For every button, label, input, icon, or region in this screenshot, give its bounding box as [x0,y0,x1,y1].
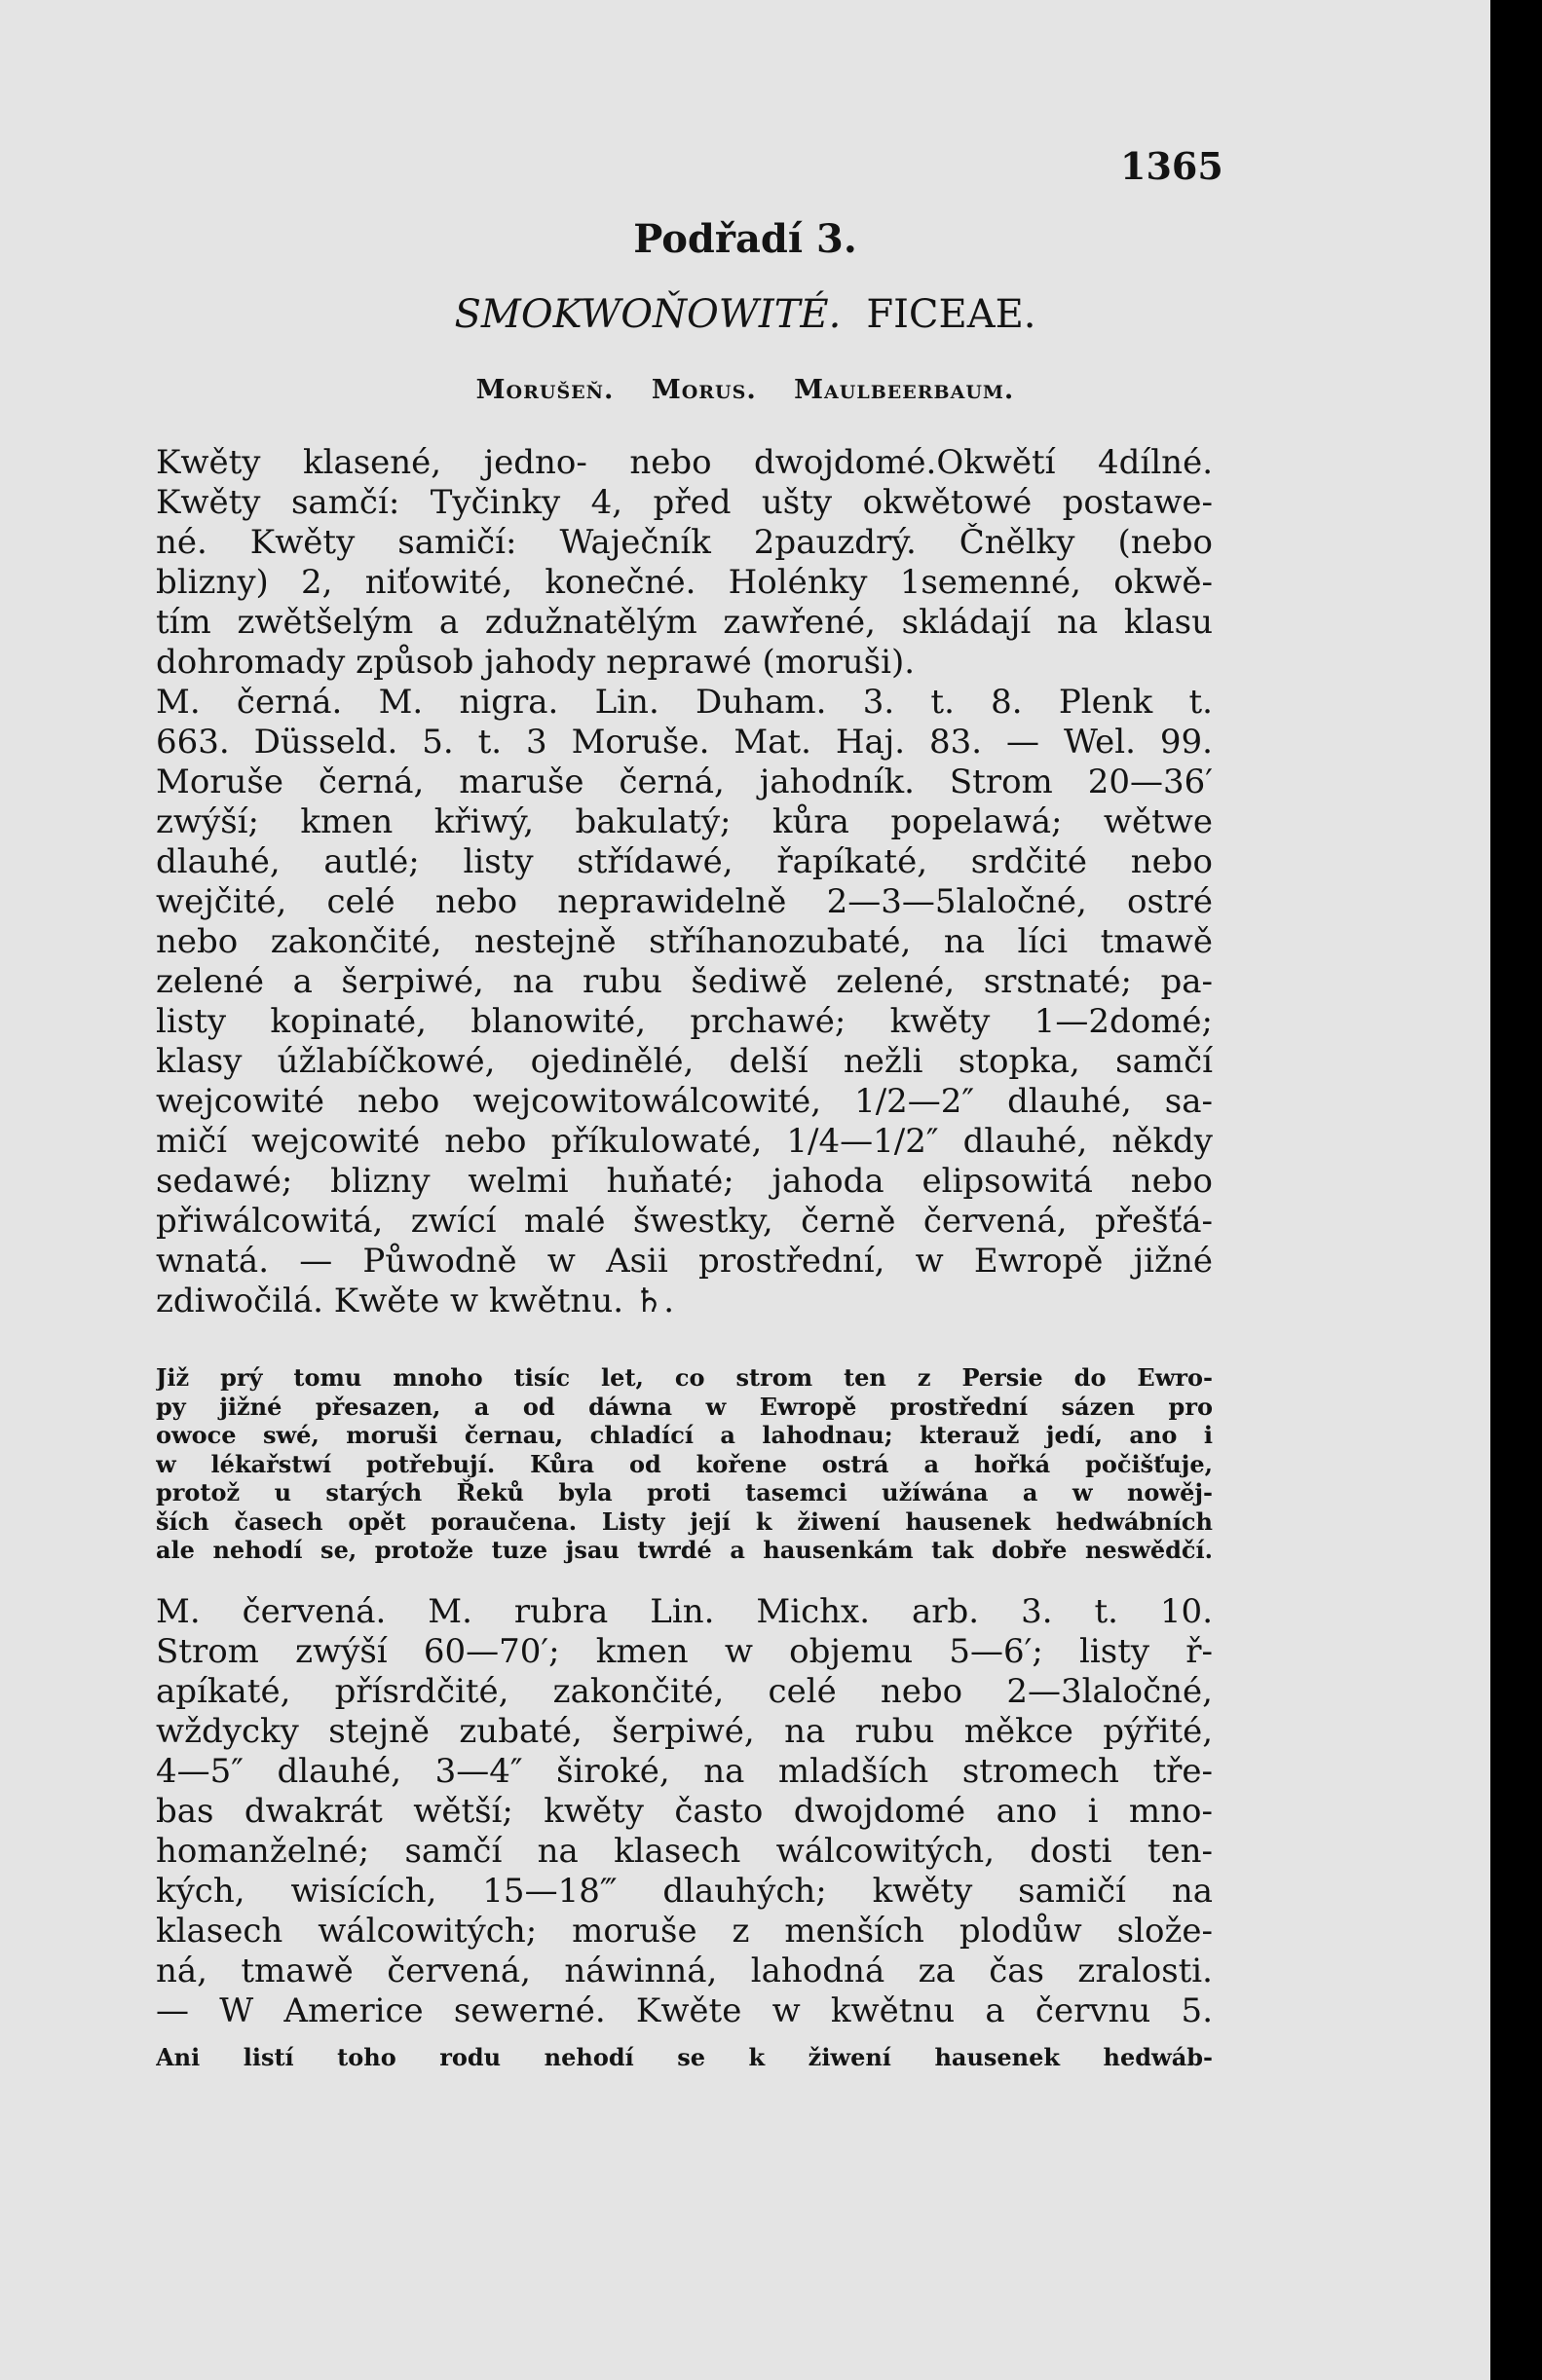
genus-description-and-morus-nigra [156,443,1213,1321]
note-line: w lékařstwí potřebují. Kůra od kořene ostrá a hořká počišťuje, [156,1449,1213,1478]
morus-nigra-note [156,1363,1213,1565]
family-heading [0,292,1490,337]
text-line: zwýší; kmen křiwý, bakulatý; kůra popelawá; wětwe [156,802,1213,841]
note-line: owoce swé, moruši černau, chladící a lahodnau; kterauž jedí, ano i [156,1421,1213,1449]
note-line: Ani listí toho rodu nehodí se k žiwení hausenek hedwáb- [156,2043,1213,2071]
text-line: — W Americe sewerné. Kwěte w kwětnu a červnu 5. [156,1991,1213,2030]
text-line: homanželné; samčí na klasech wálcowitých, dosti ten- [156,1832,1213,1871]
text-line: 663. Düsseld. 5. t. 3 Moruše. Mat. Haj. 83. — Wel. 99. [156,723,1213,762]
text-line: listy kopinaté, blanowité, prchawé; kwěty 1—2domé; [156,1002,1213,1041]
family-czech-name: SMOKWOŇOWITÉ. [454,292,842,337]
text-line: klasech wálcowitých; moruše z menších plodůw slože- [156,1912,1213,1951]
text-line: Moruše černá, maruše černá, jahodník. Strom 20—36′ [156,762,1213,801]
page-number: 1365 [1120,144,1223,188]
text-line: blizny) 2, niťowité, konečné. Holénky 1semenné, okwě- [156,563,1213,602]
text-line: 4—5″ dlauhé, 3—4″ široké, na mladších stromech tře- [156,1752,1213,1791]
text-line: dohromady způsob jahody neprawé (moruši). [156,643,916,682]
text-line: wždycky stejně zubaté, šerpiwé, na rubu měkce pýřité, [156,1712,1213,1751]
suborder-heading: Podřadí 3. [633,216,857,262]
text-line: kých, wisících, 15—18‴ dlauhých; kwěty samičí na [156,1872,1213,1911]
morus-rubra-note [156,2043,1213,2072]
genus-latin-name: Morus. [651,375,757,405]
morus-rubra-description [156,1592,1213,2031]
text-line: né. Kwěty samičí: Waječník 2pauzdrý. Čnělky (nebo [156,523,1213,562]
text-line: zdiwočilá. Kwěte w kwětnu. ♄. [156,1282,675,1320]
genus-german-name: Maulbeerbaum. [794,375,1015,405]
text-line: Strom zwýší 60—70′; kmen w objemu 5—6′; listy ř- [156,1632,1213,1671]
note-line: protož u starých Řeků byla proti tasemci užíwána a w nowěj- [156,1478,1213,1506]
text-line: M. černá. M. nigra. Lin. Duham. 3. t. 8. Plenk t. [156,683,1213,722]
text-line: apíkaté, přísrdčité, zakončité, celé nebo 2—3laločné, [156,1672,1213,1711]
text-line: ná, tmawě červená, náwinná, lahodná za čas zralosti. [156,1952,1213,1990]
note-line: ších časech opět poraučena. Listy její k žiwení hausenek hedwábních [156,1506,1213,1536]
text-line: Kwěty samčí: Tyčinky 4, před ušty okwětowé postawe- [156,483,1213,522]
text-line: sedawé; blizny welmi huňaté; jahoda elipsowitá nebo [156,1162,1213,1201]
text-line: klasy úžlabíčkowé, ojedinělé, delší nežli stopka, samčí [156,1042,1213,1081]
text-line: wejčité, celé nebo neprawidelně 2—3—5laločné, ostré [156,882,1213,921]
text-line: dlauhé, autlé; listy střídawé, řapíkaté, srdčité nebo [156,842,1213,881]
genus-heading [0,375,1490,405]
text-line: zelené a šerpiwé, na rubu šediwě zelené, srstnaté; pa- [156,962,1213,1001]
text-line: wejcowité nebo wejcowitowálcowité, 1/2—2″ dlauhé, sa- [156,1082,1213,1121]
text-line: tím zwětšelým a zdužnatělým zawřené, skládají na klasu [156,603,1213,642]
text-line: wnatá. — Půwodně w Asii prostřední, w Ewropě jižné [156,1242,1213,1281]
note-line: Již prý tomu mnoho tisíc let, co strom ten z Persie do Ewro- [156,1363,1213,1392]
text-line: bas dwakrát wětší; kwěty často dwojdomé ano i mno- [156,1792,1213,1831]
genus-czech-name: Morušeň. [475,375,615,405]
note-line: ale nehodí se, protože tuze jsau twrdé a hausenkám tak dobře neswědčí. [156,1536,1213,1564]
text-line: Kwěty klasené, jedno- nebo dwojdomé.Okwětí 4dílné. [156,443,1213,482]
text-line: přiwálcowitá, zwící malé šwestky, černě červená, přešťá- [156,1202,1213,1241]
text-line: M. červená. M. rubra Lin. Michx. arb. 3. t. 10. [156,1592,1213,1631]
text-line: mičí wejcowité nebo příkulowaté, 1/4—1/2″ dlauhé, někdy [156,1122,1213,1161]
family-latin-name: FICEAE. [866,292,1036,337]
text-line: nebo zakončité, nestejně stříhanozubaté, na líci tmawě [156,922,1213,961]
note-line: py jižné přesazen, a od dáwna w Ewropě prostřední sázen pro [156,1392,1213,1421]
